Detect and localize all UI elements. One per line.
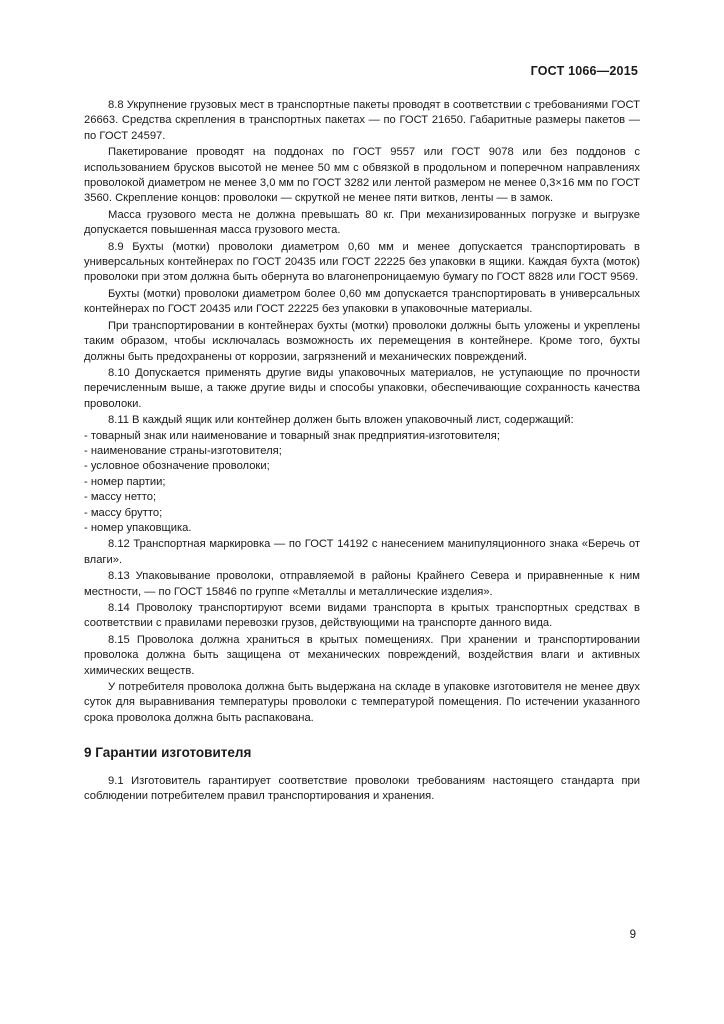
document-body [84,98,640,804]
paragraph-8-8: 8.8 Укрупнение грузовых мест в транспортные пакеты проводят в соответствии с требованиями ГОСТ 26663. Средства скрепления в транспортных пакетах — по ГОСТ 21650. Габаритные размеры пакетов — по ГОСТ 24597. [84,99,640,142]
paragraph-9-1: 9.1 Изготовитель гарантирует соответствие проволоки требованиям настоящего стандарта при соблюдении потребителем правил транспортирования и хранения. [84,774,640,803]
paragraph-8-10: 8.10 Допускается применять другие виды упаковочных материалов, не уступающие по прочности перечисленным выше, а также другие виды и способы упаковки, обеспечивающие сохранность качества проволоки. [84,366,640,410]
paragraph-8-8-palletizing: Пакетирование проводят на поддонах по ГОСТ 9557 или ГОСТ 9078 или без поддонов с использованием брусков высотой не менее 50 мм с обвязкой в продольном и поперечном направлениях проволокой диаметром не менее 3,0 мм по ГОСТ 3282 или лентой размером не менее 0,3×16 мм по ГОСТ 3560. Скрепление концов: проволоки — скруткой не менее пяти витков, ленты — в замок. [84,146,640,205]
paragraph-8-8-mass: Масса грузового места не должна превышать 80 кг. При механизированных погрузке и выгрузке допускается повышенная масса грузового места. [84,208,640,237]
page-number: 9 [629,929,636,941]
paragraph-8-13: 8.13 Упаковывание проволоки, отправляемой в районы Крайнего Севера и приравненные к ним местности, — по ГОСТ 15846 по группе «Металлы и металлические изделия». [84,570,640,598]
list-item: - массу нетто; [84,491,157,504]
list-item: - номер упаковщика. [84,521,192,534]
paragraph-8-9-c: При транспортировании в контейнерах бухты (мотки) проволоки должны быть уложены и укреплены таким образом, чтобы исключалась возможность их перемещения в контейнере. Кроме того, бухты должны быть предохранены от коррозии, загрязнений и механических повреждений. [84,319,640,363]
standard-header: ГОСТ 1066—2015 [530,64,638,78]
paragraph-8-15-b: У потребителя проволока должна быть выдержана на складе в упаковке изготовителя не менее двух суток для выравнивания температуры проволоки с температурой помещения. По истечении указанного срока проволока должна быть распакована. [84,681,640,724]
paragraph-8-11: 8.11 В каждый ящик или контейнер должен быть вложен упаковочный лист, содержащий: [108,414,574,427]
list-item: - товарный знак или наименование и товарный знак предприятия-изготовителя; [84,429,500,442]
list-item: - массу брутто; [84,506,163,519]
list-item: - условное обозначение проволоки; [84,460,270,473]
section-9-heading: 9 Гарантии изготовителя [84,745,252,761]
paragraph-8-9: 8.9 Бухты (мотки) проволоки диаметром 0,60 мм и менее допускается транспортировать в универсальных контейнерах по ГОСТ 20435 или ГОСТ 22225 без упаковки в ящики. Каждая бухта (моток) проволоки при этом должна быть обернута во влагонепроницаемую бумагу по ГОСТ 8828 или ГОСТ 9569. [84,240,640,284]
paragraph-8-9-b: Бухты (мотки) проволоки диаметром более 0,60 мм допускается транспортировать в универсальных контейнерах по ГОСТ 20435 или ГОСТ 22225 без упаковки в упаковочные материалы. [84,287,640,316]
list-item: - номер партии; [84,475,166,488]
paragraph-8-14: 8.14 Проволоку транспортируют всеми видами транспорта в крытых транспортных средствах в соответствии с правилами перевозки грузов, действующими на транспорте данного вида. [84,602,640,630]
list-item: - наименование страны-изготовителя; [84,444,282,457]
paragraph-8-15: 8.15 Проволока должна храниться в крытых помещениях. При хранении и транспортировании проволока должна быть защищена от механических повреждений, воздействия влаги и активных химических веществ. [84,633,640,677]
paragraph-8-12: 8.12 Транспортная маркировка — по ГОСТ 14192 с нанесением манипуляционного знака «Беречь от влаги». [84,538,640,566]
